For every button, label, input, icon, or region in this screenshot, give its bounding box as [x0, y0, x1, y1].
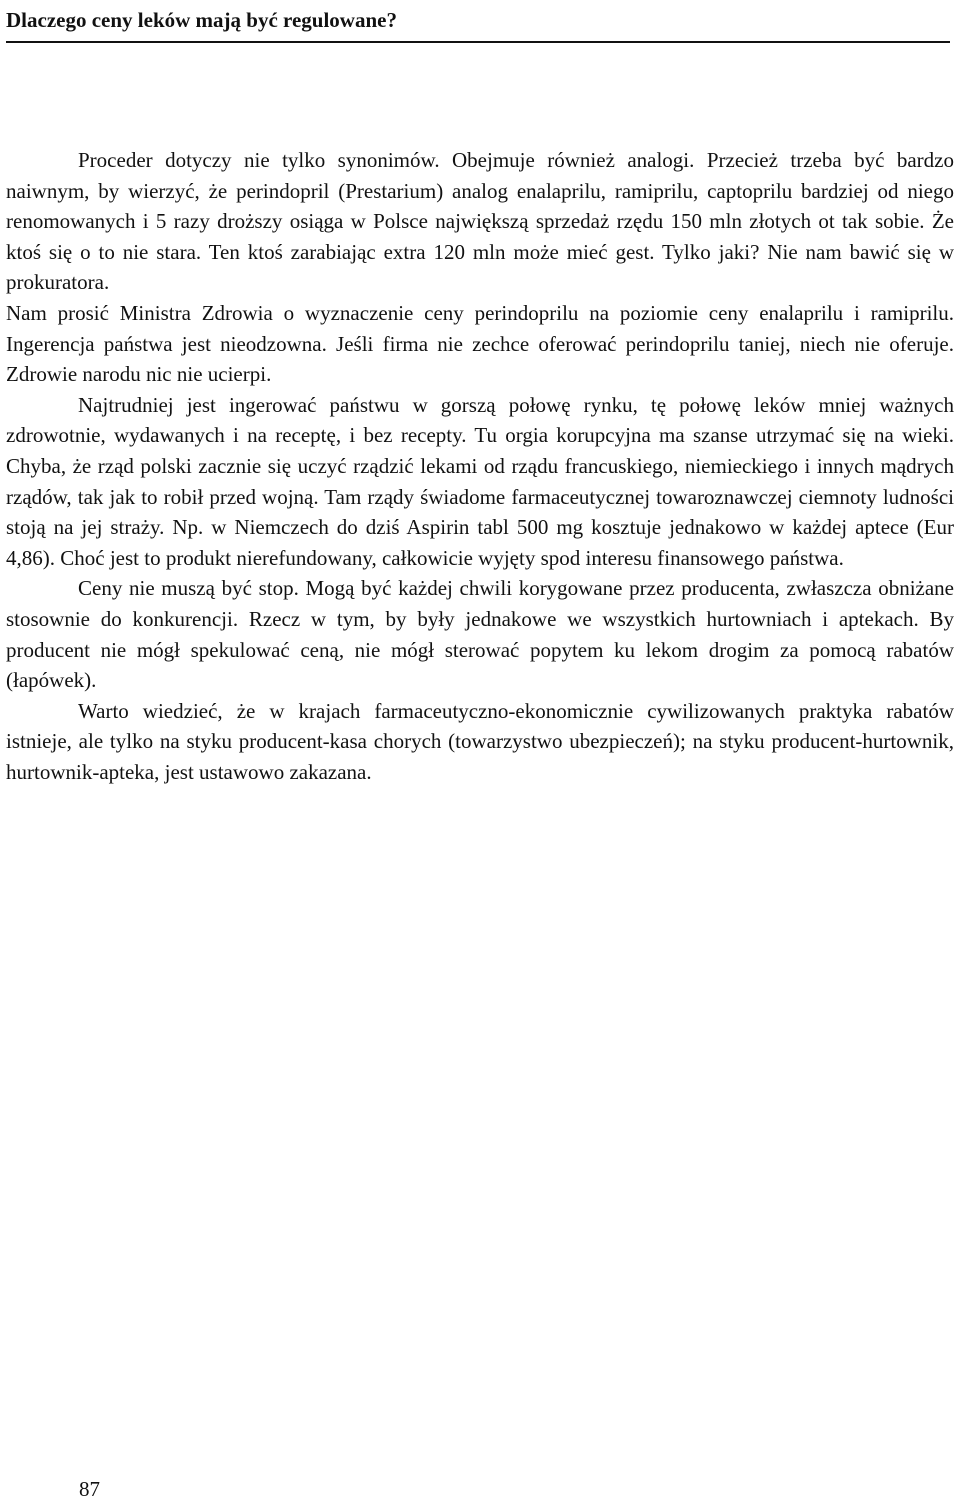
- paragraph-ceny-nie-musza: Ceny nie muszą być stop. Mogą być każdej chwili korygowane przez producenta, zwłaszcza obniżane stosownie do konkurencji. Rzecz w tym, by były jednakowe we wszystkich hurtowniach i aptekach. By producent nie mógł spekulować ceną, nie mógł sterować popytem ku lekom drogim za pomocą rabatów (łapówek).: [6, 576, 954, 693]
- paragraph-warto-wiedziec: Warto wiedzieć, że w krajach farmaceutyczno-ekonomicznie cywilizowanych praktyka rabatów istnieje, ale tylko na styku producent-kasa chorych (towarzystwo ubezpieczeń); na styku producent-hurtownik, hurtownik-apteka, jest ustawowo zakazana.: [6, 698, 954, 784]
- paragraph-ministra-zdrowia: Nam prosić Ministra Zdrowia o wyznaczenie ceny perindoprilu na poziomie ceny enalaprilu i ramiprilu. Ingerencja państwa jest nieodzowna. Jeśli firma nie zechce oferować perindoprilu taniej, niech nie oferuje. Zdrowie narodu nic nie ucierpi.: [6, 300, 954, 387]
- header-divider: [6, 41, 950, 43]
- page-number: 87: [79, 1477, 100, 1501]
- paragraph-najtrudniej: Najtrudniej jest ingerować państwu w gorszą połowę rynku, tę połowę leków mniej ważnych zdrowotnie, wydawanych i na receptę, i bez recepty. Tu orgia korupcyjna ma szanse utrzymać się na wieki. Chyba, że rząd polski zacznie się uczyć rządzić lekami od rządu francuskiego, niemieckiego i innych mądrych rządów, tak jak to robił przed wojną. Tam rządy świadome farmaceutycznej towaroznawczej ciemnoty ludności stoją na jej straży. Np. w Niemczech do dziś Aspirin tabl 500 mg kosztuje jednakowo w każdej aptece (Eur 4,86). Choć jest to produkt nierefundowany, całkowicie wyjęty spod interesu finansowego państwa.: [6, 392, 954, 570]
- article-body: [6, 145, 954, 787]
- paragraph-proceder: Proceder dotyczy nie tylko synonimów. Obejmuje również analogi. Przecież trzeba być bardzo naiwnym, by wierzyć, że perindopril (Prestarium) analog enalaprilu, ramiprilu, captoprilu bardziej od niego renomowanych i 5 razy droższy osiąga w Polsce największą sprzedaż rzędu 150 mln złotych ot tak sobie. Że ktoś się o to nie stara. Ten ktoś zarabiając extra 120 mln może mieć gest. Tylko jaki? Nie nam bawić się w prokuratora.: [6, 148, 954, 295]
- page-title: Dlaczego ceny leków mają być regulowane?: [6, 8, 397, 32]
